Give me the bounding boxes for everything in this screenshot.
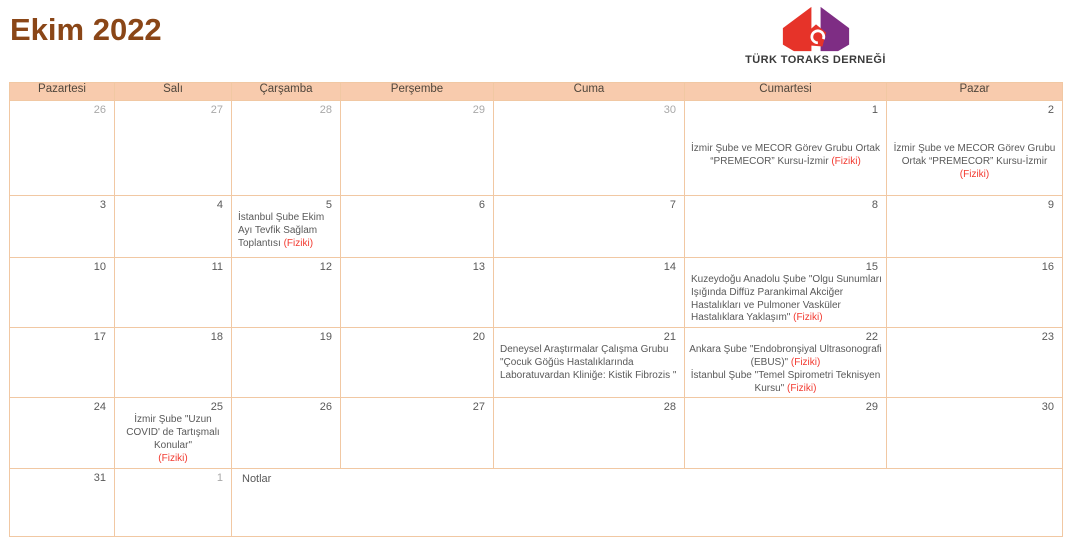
event-tag: (Fiziki)	[793, 312, 823, 324]
day-number: 30	[1041, 401, 1054, 414]
weekday-thursday: Perşembe	[341, 83, 494, 101]
day-number: 4	[216, 199, 223, 211]
day-number: 28	[319, 104, 332, 116]
day-cell	[685, 258, 887, 328]
event	[689, 143, 882, 169]
day-number: 20	[472, 331, 485, 344]
day-cell	[494, 258, 685, 328]
day-cell	[341, 196, 494, 258]
day-number: 11	[211, 261, 223, 273]
day-number: 16	[1041, 261, 1054, 273]
weekday-wednesday: Çarşamba	[232, 83, 341, 101]
day-number: 24	[93, 401, 106, 414]
event-tag: (Fiziki)	[283, 237, 314, 249]
day-cell	[10, 328, 115, 398]
weekday-friday: Cuma	[494, 83, 685, 101]
event	[238, 212, 336, 250]
day-cell	[494, 101, 685, 196]
weekday-saturday: Cumartesi	[685, 83, 887, 101]
day-cell	[115, 101, 232, 196]
logo	[733, 4, 898, 66]
week-row-3	[10, 258, 1063, 328]
event-tag: (Fiziki)	[831, 155, 861, 167]
day-number: 14	[663, 261, 676, 273]
day-cell	[887, 398, 1063, 468]
event-tag: (Fiziki)	[790, 356, 821, 368]
day-cell	[341, 398, 494, 468]
event-tag: (Fiziki)	[959, 168, 990, 180]
day-number: 3	[99, 199, 106, 211]
day-cell	[685, 196, 887, 258]
day-number: 12	[319, 261, 332, 273]
day-cell	[10, 101, 115, 196]
day-number: 29	[865, 401, 878, 414]
event-text: İstanbul Şube "Temel Spirometri Teknisyen Kursu"	[690, 369, 881, 394]
day-number: 26	[93, 104, 106, 116]
day-number: 22	[865, 331, 878, 344]
page-title: Ekim 2022	[10, 12, 162, 47]
day-cell	[232, 196, 341, 258]
day-number: 23	[1041, 331, 1054, 344]
day-number: 8	[871, 199, 878, 211]
day-number: 25	[210, 401, 223, 414]
day-cell	[685, 101, 887, 196]
day-number: 6	[478, 199, 485, 211]
day-number: 1	[871, 104, 878, 116]
day-number: 9	[1047, 199, 1054, 211]
weekday-monday: Pazartesi	[10, 83, 115, 101]
event	[691, 274, 882, 325]
day-cell	[115, 328, 232, 398]
day-number: 27	[210, 104, 223, 116]
day-cell	[115, 196, 232, 258]
day-number: 1	[216, 471, 223, 484]
notes-label: Notlar	[242, 472, 272, 485]
event-text: İzmir Şube ve MECOR Görev Grubu Ortak “PREMECOR” Kursu-İzmir	[893, 143, 1056, 167]
day-number: 15	[865, 261, 878, 273]
event-text: İzmir Şube "Uzun COVID' de Tartışmalı Konular"	[126, 414, 220, 451]
week-row-5	[10, 398, 1063, 468]
event-text: Deneysel Araştırmalar Çalışma Grubu "Çocuk Göğüs Hastalıklarında Laboratuvardan Kliniğe: Kistik Fibrozis "	[500, 344, 677, 381]
event-text: Ankara Şube "Endobronşiyal Ultrasonografi (EBUS)"	[689, 344, 882, 368]
weekday-header-row	[10, 83, 1063, 101]
day-number: 17	[93, 331, 106, 344]
day-cell	[10, 258, 115, 328]
week-row-6	[10, 468, 1063, 536]
weekday-tuesday: Salı	[115, 83, 232, 101]
weekday-sunday: Pazar	[887, 83, 1063, 101]
week-row-2	[10, 196, 1063, 258]
day-cell	[115, 398, 232, 468]
event-text: İzmir Şube ve MECOR Görev Grubu Ortak “PREMECOR” Kursu-İzmir	[691, 143, 880, 167]
day-number: 19	[319, 331, 332, 344]
day-number: 29	[472, 104, 485, 116]
day-number: 13	[472, 261, 485, 273]
day-cell	[232, 398, 341, 468]
day-cell	[232, 328, 341, 398]
week-row-1	[10, 101, 1063, 196]
week-row-4	[10, 328, 1063, 398]
day-cell	[494, 328, 685, 398]
notes-cell	[232, 468, 1063, 536]
event-text: Kuzeydoğu Anadolu Şube "Olgu Sunumları Işığında Diffüz Parankimal Akciğer Hastalıkları ve Pulmoner Vasküler Hastalıklara Yaklaşım"	[691, 274, 882, 324]
event	[689, 344, 882, 370]
day-cell	[341, 328, 494, 398]
day-cell	[10, 398, 115, 468]
day-cell	[341, 258, 494, 328]
day-number: 7	[669, 199, 676, 211]
event	[891, 143, 1058, 181]
day-number: 30	[663, 104, 676, 116]
event-tag: (Fiziki)	[158, 452, 188, 464]
day-cell	[887, 258, 1063, 328]
event	[119, 414, 227, 465]
day-cell	[341, 101, 494, 196]
day-cell	[887, 101, 1063, 196]
day-cell	[887, 328, 1063, 398]
day-cell	[115, 468, 232, 536]
day-cell	[685, 328, 887, 398]
day-number: 2	[1047, 104, 1054, 116]
day-number: 27	[472, 401, 485, 414]
event	[689, 370, 882, 396]
day-number: 28	[663, 401, 676, 414]
event-tag: (Fiziki)	[787, 382, 817, 394]
day-cell	[232, 258, 341, 328]
day-cell	[494, 398, 685, 468]
day-cell	[10, 468, 115, 536]
day-cell	[10, 196, 115, 258]
day-cell	[115, 258, 232, 328]
day-number: 26	[319, 401, 332, 414]
event	[500, 344, 680, 382]
logo-text: TÜRK TORAKS DERNEĞİ	[745, 54, 886, 66]
day-number: 5	[325, 199, 332, 211]
day-cell	[232, 101, 341, 196]
day-number: 10	[93, 261, 106, 273]
day-number: 21	[663, 331, 676, 344]
calendar-table	[9, 82, 1063, 537]
event-text: İstanbul Şube Ekim Ayı Tevfik Sağlam Toplantısı	[238, 212, 325, 249]
lungs-logo-icon	[770, 4, 862, 54]
day-cell	[685, 398, 887, 468]
day-number: 31	[93, 471, 106, 484]
day-cell	[887, 196, 1063, 258]
day-number: 18	[210, 331, 223, 344]
day-cell	[494, 196, 685, 258]
